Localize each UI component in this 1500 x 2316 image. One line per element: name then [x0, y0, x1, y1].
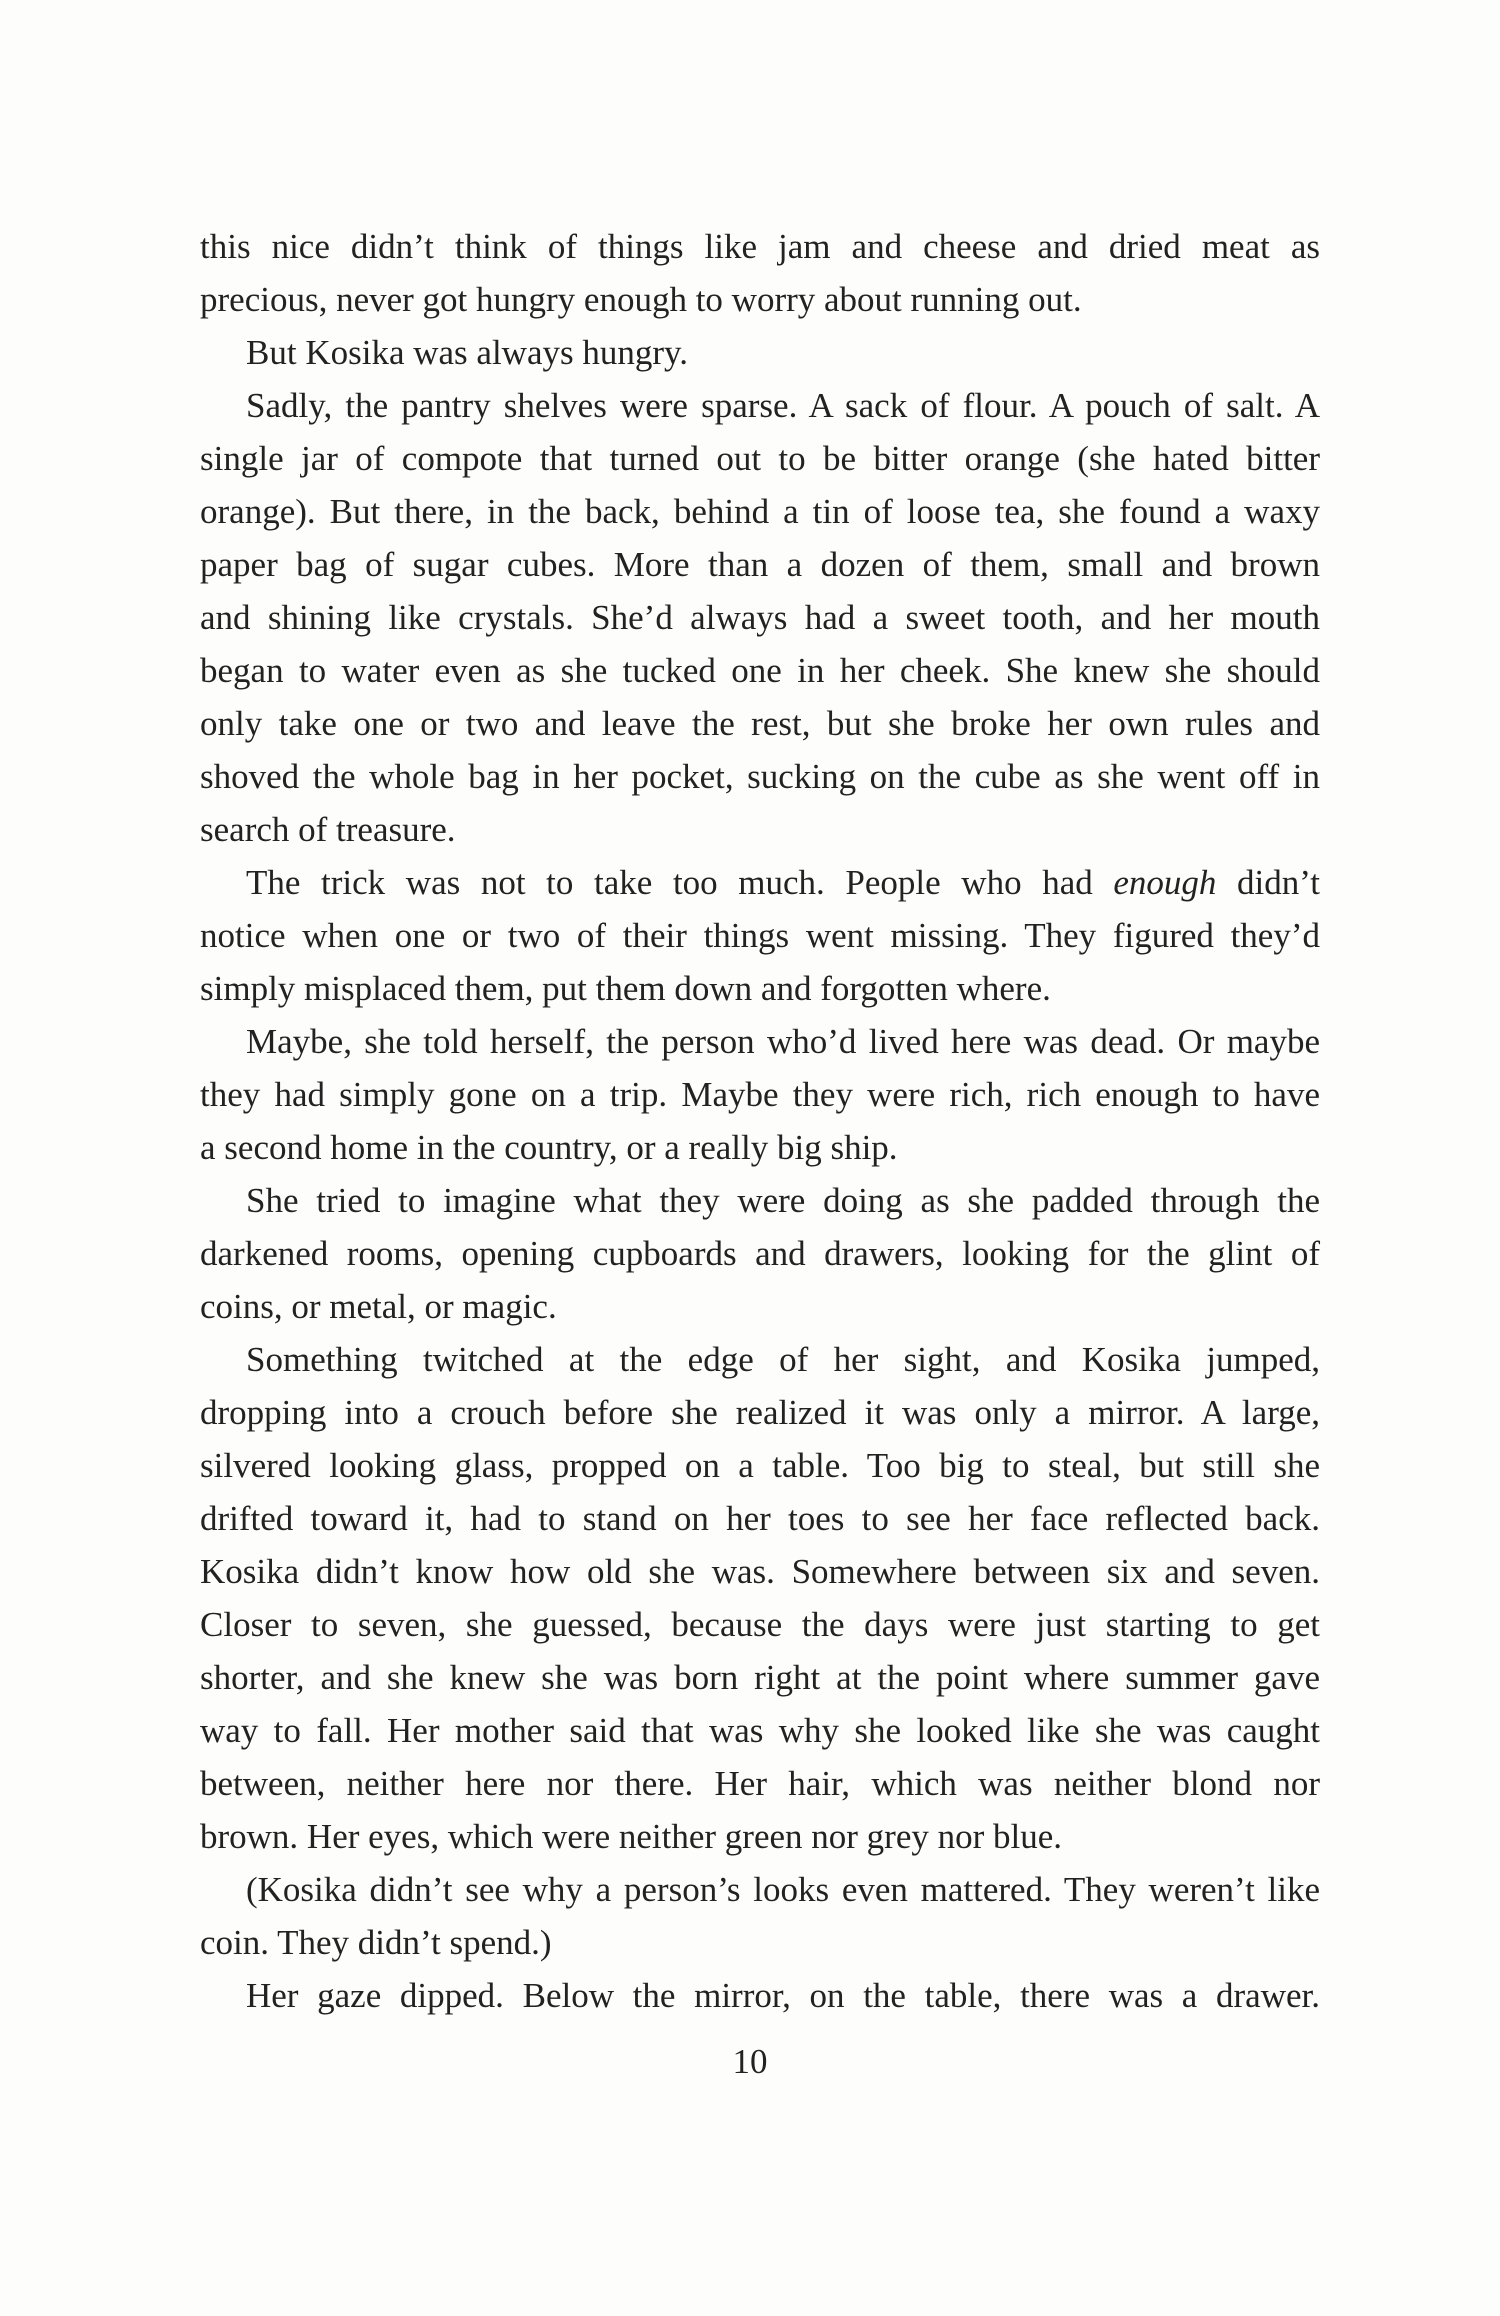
text-line: search of treasure.	[200, 810, 456, 849]
text-line: coin. They didn’t spend.)	[200, 1923, 552, 1962]
text-line: paper bag of sugar cubes. More than a dozen of them, small and brown	[200, 545, 1320, 584]
text-line: She tried to imagine what they were doing as she padded through the	[246, 1181, 1320, 1220]
text-line: only take one or two and leave the rest, but she broke her own rules and	[200, 704, 1320, 743]
text-line: brown. Her eyes, which were neither green nor grey nor blue.	[200, 1817, 1063, 1856]
text-line: simply misplaced them, put them down and forgotten where.	[200, 969, 1051, 1008]
text-line: shoved the whole bag in her pocket, sucking on the cube as she went off in	[200, 757, 1320, 796]
text-line: began to water even as she tucked one in her cheek. She knew she should	[200, 651, 1320, 690]
text-line	[200, 856, 1320, 909]
text-line: they had simply gone on a trip. Maybe they were rich, rich enough to have	[200, 1075, 1320, 1114]
body-text	[200, 220, 1320, 2022]
text-line: way to fall. Her mother said that was why she looked like she was caught	[200, 1711, 1320, 1750]
text-line: coins, or metal, or magic.	[200, 1287, 557, 1326]
text-line: Maybe, she told herself, the person who’d lived here was dead. Or maybe	[246, 1022, 1320, 1061]
text-line: a second home in the country, or a really big ship.	[200, 1128, 898, 1167]
text-line: (Kosika didn’t see why a person’s looks even mattered. They weren’t like	[246, 1870, 1320, 1909]
text-line: But Kosika was always hungry.	[246, 333, 688, 372]
text-line: between, neither here nor there. Her hair, which was neither blond nor	[200, 1764, 1320, 1803]
text-line: Something twitched at the edge of her sight, and Kosika jumped,	[246, 1340, 1320, 1379]
text-line: shorter, and she knew she was born right at the point where summer gave	[200, 1658, 1320, 1697]
text-run: didn’t	[1216, 863, 1320, 902]
text-line: notice when one or two of their things went missing. They figured they’d	[200, 916, 1320, 955]
text-line: precious, never got hungry enough to worry about running out.	[200, 280, 1082, 319]
emphasis-word: enough	[1113, 863, 1217, 902]
text-line: Sadly, the pantry shelves were sparse. A sack of flour. A pouch of salt. A	[246, 386, 1320, 425]
text-line: Kosika didn’t know how old she was. Somewhere between six and seven.	[200, 1552, 1320, 1591]
text-line: Her gaze dipped. Below the mirror, on the table, there was a drawer.	[246, 1976, 1320, 2015]
text-line: single jar of compote that turned out to be bitter orange (she hated bitter	[200, 439, 1320, 478]
page-number: 10	[732, 2042, 768, 2081]
text-line: and shining like crystals. She’d always had a sweet tooth, and her mouth	[200, 598, 1320, 637]
text-line: dropping into a crouch before she realized it was only a mirror. A large,	[200, 1393, 1320, 1432]
text-line: this nice didn’t think of things like jam and cheese and dried meat as	[200, 227, 1320, 266]
text-line: drifted toward it, had to stand on her toes to see her face reflected back.	[200, 1499, 1320, 1538]
text-line: Closer to seven, she guessed, because the days were just starting to get	[200, 1605, 1320, 1644]
text-line: orange). But there, in the back, behind a tin of loose tea, she found a waxy	[200, 492, 1320, 531]
text-run: The trick was not to take too much. People who had	[246, 863, 1114, 902]
text-line: darkened rooms, opening cupboards and drawers, looking for the glint of	[200, 1234, 1320, 1273]
text-line: silvered looking glass, propped on a table. Too big to steal, but still she	[200, 1446, 1320, 1485]
